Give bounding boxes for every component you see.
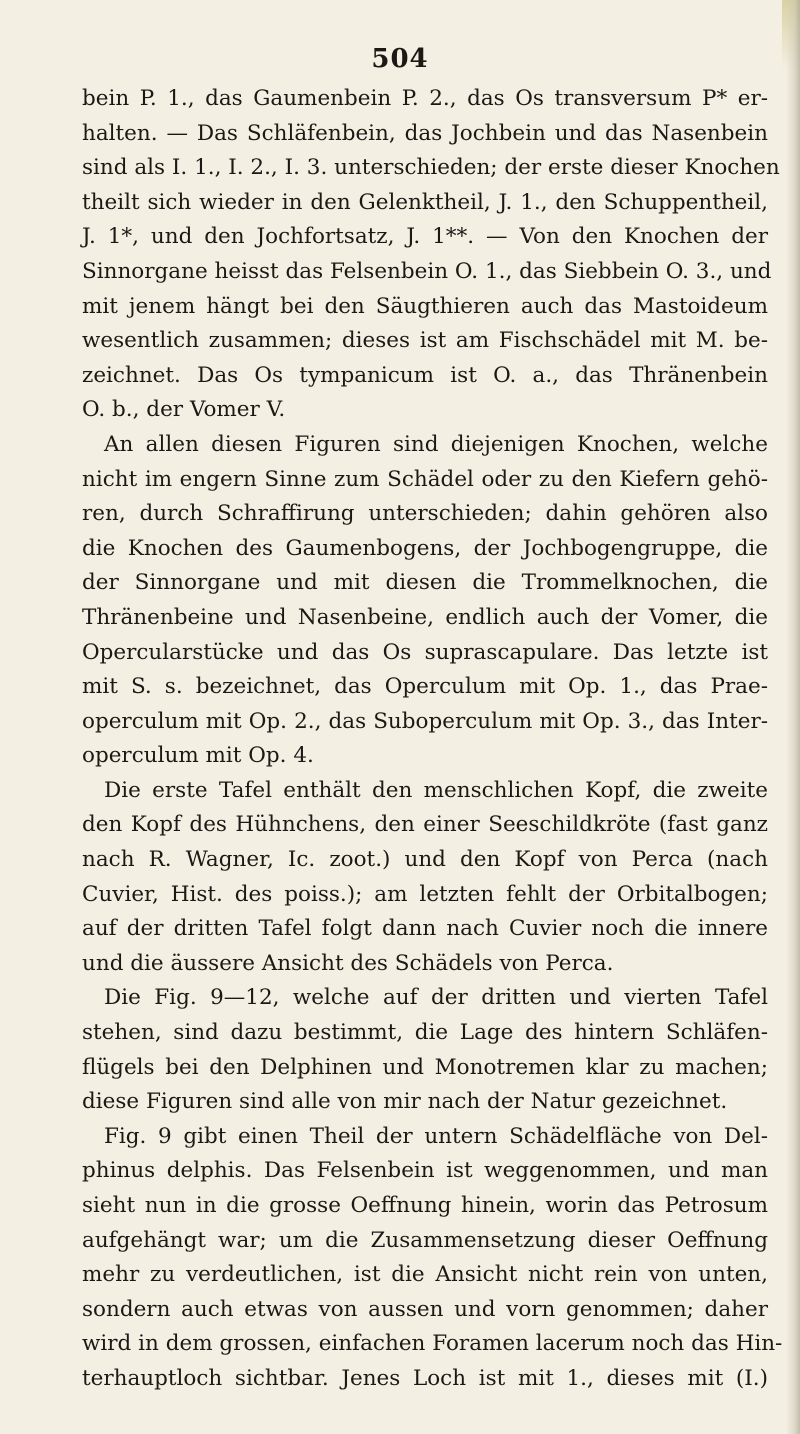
text-line: nicht im engern Sinne zum Schädel oder zu den Kiefern gehö- bbox=[82, 466, 768, 492]
text-line: theilt sich wieder in den Gelenktheil, J. 1., den Schuppentheil, bbox=[82, 189, 768, 215]
paragraph-start-line: An allen diesen Figuren sind diejenigen Knochen, welche bbox=[104, 431, 768, 457]
text-line: der Sinnorgane und mit diesen die Trommelknochen, die bbox=[82, 570, 768, 596]
text-line: mit jenem hängt bei den Säugthieren auch das Mastoideum bbox=[82, 293, 768, 319]
text-line: die Knochen des Gaumenbogens, der Jochbogengruppe, die bbox=[82, 535, 768, 561]
text-line: ren, durch Schraffirung unterschieden; dahin gehören also bbox=[82, 501, 768, 527]
text-line: mit S. s. bezeichnet, das Operculum mit Op. 1., das Prae- bbox=[82, 674, 768, 700]
page-number: 504 bbox=[371, 44, 429, 74]
text-line: operculum mit Op. 4. bbox=[82, 743, 314, 769]
text-line: operculum mit Op. 2., das Suboperculum mit Op. 3., das Inter- bbox=[82, 708, 768, 734]
text-line: sondern auch etwas von aussen und vorn genommen; daher bbox=[82, 1296, 768, 1322]
text-line: auf der dritten Tafel folgt dann nach Cuvier noch die innere bbox=[82, 916, 768, 942]
body-text bbox=[82, 82, 783, 1397]
text-line: zeichnet. Das Os tympanicum ist O. a., das Thränenbein bbox=[82, 362, 768, 388]
text-line: stehen, sind dazu bestimmt, die Lage des hintern Schläfen- bbox=[82, 1020, 768, 1046]
paragraph-start-line: Die erste Tafel enthält den menschlichen Kopf, die zweite bbox=[104, 777, 768, 803]
text-line: bein P. 1., das Gaumenbein P. 2., das Os transversum P* er- bbox=[82, 86, 768, 111]
text-line: mehr zu verdeutlichen, ist die Ansicht nicht rein von unten, bbox=[82, 1262, 768, 1288]
text-line: aufgehängt war; um die Zusammensetzung dieser Oeffnung bbox=[82, 1227, 768, 1253]
text-line: O. b., der Vomer V. bbox=[82, 397, 286, 423]
text-line: Thränenbeine und Nasenbeine, endlich auch der Vomer, die bbox=[82, 604, 768, 630]
text-line: diese Figuren sind alle von mir nach der Natur gezeichnet. bbox=[82, 1089, 728, 1115]
text-line: Opercularstücke und das Os suprascapulare. Das letzte ist bbox=[82, 639, 768, 665]
text-line: Cuvier, Hist. des poiss.); am letzten fehlt der Orbitalbogen; bbox=[82, 881, 768, 907]
text-line: sind als I. 1., I. 2., I. 3. unterschieden; der erste dieser Knochen bbox=[82, 155, 780, 181]
text-line: wesentlich zusammen; dieses ist am Fischschädel mit M. be- bbox=[82, 328, 768, 354]
text-line: nach R. Wagner, Ic. zoot.) und den Kopf von Perca (nach bbox=[82, 847, 768, 873]
text-line: Sinnorgane heisst das Felsenbein O. 1., das Siebbein O. 3., und bbox=[82, 258, 772, 284]
text-line: sieht nun in die grosse Oeffnung hinein, worin das Petrosum bbox=[82, 1193, 768, 1218]
text-line: flügels bei den Delphinen und Monotremen klar zu machen; bbox=[82, 1054, 768, 1080]
text-line: und die äussere Ansicht des Schädels von Perca. bbox=[82, 950, 614, 976]
paragraph-start-line: Fig. 9 gibt einen Theil der untern Schädelfläche von Del- bbox=[104, 1123, 768, 1149]
text-line: phinus delphis. Das Felsenbein ist weggenommen, und man bbox=[82, 1158, 768, 1184]
text-line: terhauptloch sichtbar. Jenes Loch ist mit 1., dieses mit (I.) bbox=[82, 1365, 768, 1391]
text-line: J. 1*, und den Jochfortsatz, J. 1**. — Von den Knochen der bbox=[82, 224, 768, 250]
text-line: den Kopf des Hühnchens, den einer Seeschildkröte (fast ganz bbox=[82, 812, 768, 838]
paragraph-start-line: Die Fig. 9—12, welche auf der dritten und vierten Tafel bbox=[104, 985, 768, 1011]
text-line: wird in dem grossen, einfachen Foramen lacerum noch das Hin- bbox=[82, 1331, 783, 1357]
page-edge-shadow bbox=[786, 0, 800, 1434]
text-line: halten. — Das Schläfenbein, das Jochbein und das Nasenbein bbox=[82, 120, 768, 146]
